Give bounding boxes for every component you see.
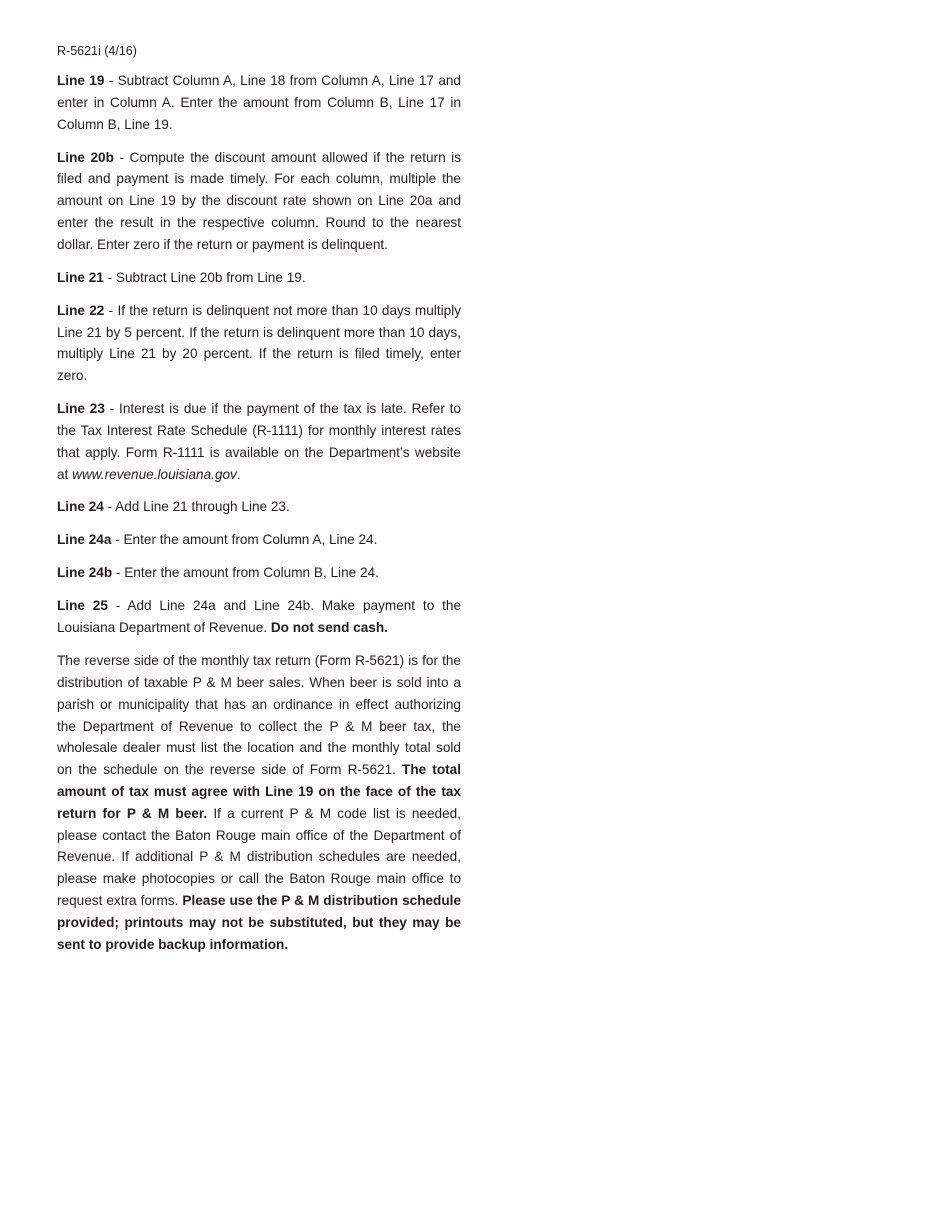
instruction-line-25 [57, 595, 461, 639]
instruction-line-23 [57, 398, 461, 485]
line-text: - If the return is delinquent not more than 10 days multiply Line 21 by 5 percent. If the return is delinquent more than 10 days, multiply Line 21 by 20 percent. If the return is filed timely, enter zero. [57, 302, 462, 384]
paragraph-text: The reverse side of the monthly tax return (Form R-5621) is for the distribution of taxable P & M beer sales. When beer is sold into a parish or municipality that has an ordinance in effect authorizing the Department of Revenue to collect the P & M beer tax, the wholesale dealer must list the location and the monthly total sold on the schedule on the reverse side of Form R-5621. [57, 653, 461, 778]
tax-agreement-note: The total amount of tax must agree with Line 19 on the face of the tax return for P & M beer. [57, 762, 461, 821]
form-revision-id: R-5621i (4/16) [57, 44, 137, 58]
line-label: Line 24 [57, 499, 104, 515]
line-text: - Subtract Column A, Line 18 from Column A, Line 17 and enter in Column A. Enter the amount from Column B, Line 17 in Column B, Line 19. [57, 73, 461, 132]
line-label: Line 24a [57, 532, 112, 548]
line-text: - Compute the discount amount allowed if the return is filed and payment is made timely. For each column, multiple the amount on Line 19 by the discount rate shown on Line 20a and enter the result in the respective column. Round to the nearest dollar. Enter zero if the return or payment is delinquent. [57, 149, 461, 252]
instruction-line-19 [57, 70, 461, 135]
instruction-line-22 [57, 300, 461, 387]
distribution-schedule-paragraph [57, 650, 461, 955]
line-text: - Interest is due if the payment of the tax is late. Refer to the Tax Interest Rate Schedule (R-1111) for monthly interest rates that apply. Form R-1111 is available on the Department’s website at [57, 401, 461, 482]
line-text: - Enter the amount from Column A, Line 24. [111, 532, 378, 548]
paragraph-text: If a current P & M code list is needed, please contact the Baton Rouge main office of the Department of Revenue. If additional P & M distribution schedules are needed, please make photocopies or call the Baton Rouge main office to request extra forms. [57, 805, 461, 908]
instructions-column [57, 70, 461, 967]
line-text: - Add Line 24a and Line 24b. Make payment to the Louisiana Department of Revenue. [57, 598, 462, 636]
website-link[interactable]: www.revenue.louisiana.gov [72, 466, 237, 482]
instruction-line-24b [57, 562, 461, 584]
line-label: Line 25 [57, 598, 108, 614]
line-label: Line 21 [57, 269, 104, 285]
line-label: Line 20b [57, 149, 114, 165]
schedule-usage-note: Please use the P & M distribution schedule provided; printouts may not be substituted, but they may be sent to provide backup information. [57, 892, 462, 952]
instruction-line-24 [57, 496, 461, 518]
instruction-line-20b [57, 147, 461, 256]
cash-warning: Do not send cash. [270, 620, 388, 636]
instruction-line-21 [57, 267, 461, 289]
line-label: Line 24b [57, 565, 113, 581]
instruction-line-24a [57, 529, 461, 551]
line-label: Line 23 [57, 401, 105, 417]
line-label: Line 19 [57, 73, 105, 88]
line-label: Line 22 [57, 302, 105, 318]
line-text: - Subtract Line 20b from Line 19. [103, 269, 306, 285]
line-text-tail: . [236, 466, 241, 482]
line-text: - Add Line 21 through Line 23. [103, 499, 290, 515]
line-text: - Enter the amount from Column B, Line 24. [112, 565, 379, 581]
